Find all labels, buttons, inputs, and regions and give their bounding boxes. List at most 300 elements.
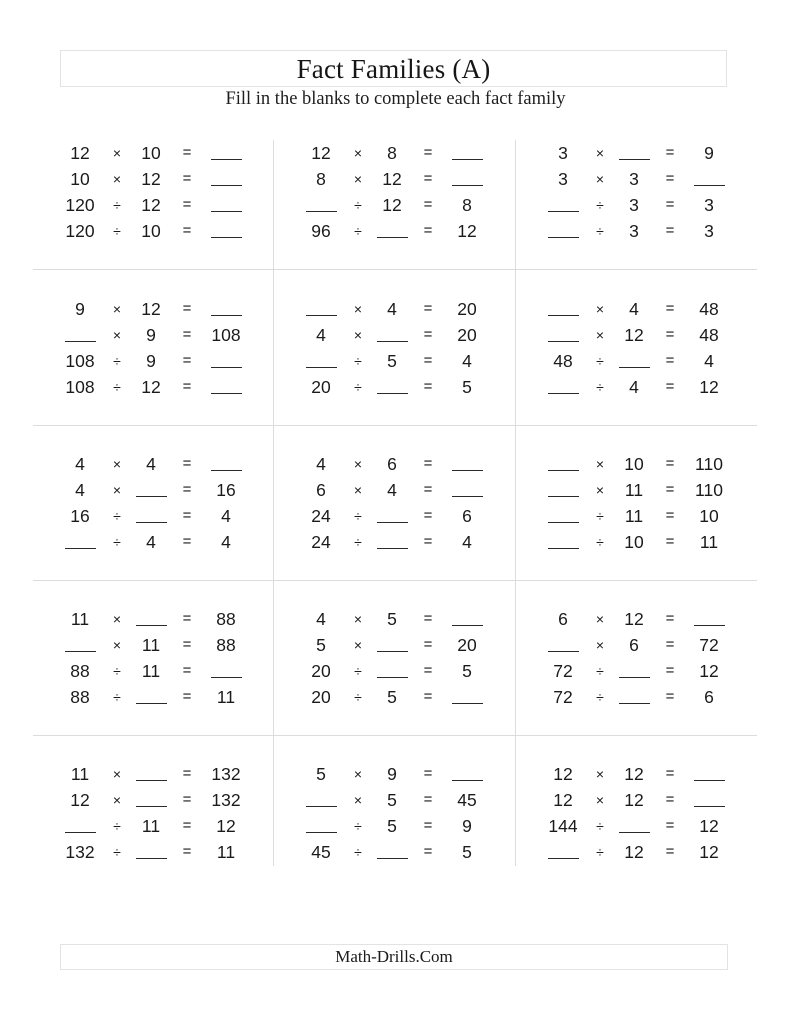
operator: ÷ [354, 197, 362, 213]
result: 8 [462, 195, 472, 215]
result: 88 [216, 635, 236, 655]
blank-operand-2[interactable] [127, 684, 175, 710]
answer-blank[interactable] [377, 839, 408, 859]
operand-2: 5 [387, 790, 397, 810]
result: 20 [457, 635, 477, 655]
equation-row [274, 348, 515, 374]
answer-blank[interactable] [548, 477, 579, 497]
answer-blank[interactable] [136, 477, 167, 497]
equation-row [274, 632, 515, 658]
answer-blank[interactable] [377, 218, 408, 238]
equals-sign: = [182, 507, 192, 524]
answer-blank[interactable] [548, 374, 579, 394]
footer-site-name: Math-Drills.Com [335, 947, 453, 966]
equals-sign: = [182, 481, 192, 498]
equation-row [33, 166, 274, 192]
blank-result[interactable] [440, 140, 494, 166]
operand-1: 120 [65, 221, 95, 241]
answer-blank[interactable] [619, 813, 650, 833]
blank-operand-2[interactable] [610, 684, 658, 710]
operand-1: 12 [311, 143, 331, 163]
operand-2: 3 [629, 195, 639, 215]
fact-family-2 [274, 140, 515, 295]
operand-2: 3 [629, 221, 639, 241]
result: 16 [216, 480, 236, 500]
blank-operand-2[interactable] [368, 658, 416, 684]
equation-row [516, 348, 757, 374]
answer-blank[interactable] [548, 218, 579, 238]
operand-1: 9 [75, 299, 85, 319]
operand-2: 9 [387, 764, 397, 784]
equation-row [516, 684, 757, 710]
equals-sign: = [182, 352, 192, 369]
answer-blank[interactable] [452, 166, 483, 186]
equation-row [33, 684, 274, 710]
equals-sign: = [423, 326, 433, 343]
blank-operand-2[interactable] [610, 813, 658, 839]
operand-1: 4 [75, 480, 85, 500]
blank-operand-1[interactable] [53, 322, 107, 348]
operator: × [353, 327, 363, 343]
answer-blank[interactable] [211, 348, 242, 368]
operator: × [595, 637, 605, 653]
blank-operand-1[interactable] [294, 813, 348, 839]
equation-row [516, 813, 757, 839]
equation-row [516, 451, 757, 477]
blank-operand-2[interactable] [368, 322, 416, 348]
operand-1: 3 [558, 169, 568, 189]
answer-blank[interactable] [377, 529, 408, 549]
equation-row [33, 451, 274, 477]
blank-result[interactable] [440, 761, 494, 787]
result: 132 [211, 790, 241, 810]
result: 12 [699, 816, 719, 836]
equation-row [33, 374, 274, 400]
blank-operand-1[interactable] [53, 632, 107, 658]
answer-blank[interactable] [377, 658, 408, 678]
blank-operand-2[interactable] [368, 632, 416, 658]
answer-blank[interactable] [306, 192, 337, 212]
blank-operand-1[interactable] [294, 348, 348, 374]
blank-operand-1[interactable] [536, 218, 590, 244]
equals-sign: = [423, 352, 433, 369]
result: 4 [462, 532, 472, 552]
operator: × [112, 171, 122, 187]
answer-blank[interactable] [452, 761, 483, 781]
operand-1: 24 [311, 506, 331, 526]
blank-operand-2[interactable] [127, 761, 175, 787]
answer-blank[interactable] [136, 839, 167, 859]
blank-operand-1[interactable] [536, 632, 590, 658]
answer-blank[interactable] [377, 374, 408, 394]
blank-operand-1[interactable] [536, 322, 590, 348]
operand-2: 12 [382, 195, 402, 215]
answer-blank[interactable] [136, 787, 167, 807]
blank-operand-2[interactable] [127, 839, 175, 865]
equals-sign: = [423, 533, 433, 550]
result: 12 [216, 816, 236, 836]
fact-family-6 [516, 296, 757, 451]
answer-blank[interactable] [694, 787, 725, 807]
answer-blank[interactable] [548, 192, 579, 212]
title-box [60, 50, 727, 87]
page-subtitle: Fill in the blanks to complete each fact family [225, 89, 566, 109]
equals-sign: = [423, 170, 433, 187]
operand-2: 6 [387, 454, 397, 474]
operator: × [595, 301, 605, 317]
answer-blank[interactable] [211, 192, 242, 212]
blank-operand-2[interactable] [127, 477, 175, 503]
operand-2: 11 [141, 635, 161, 655]
equals-sign: = [665, 144, 675, 161]
result: 3 [704, 221, 714, 241]
operand-2: 5 [387, 609, 397, 629]
operator: × [112, 482, 122, 498]
blank-result[interactable] [199, 374, 253, 400]
result: 108 [211, 325, 241, 345]
answer-blank[interactable] [452, 684, 483, 704]
equals-sign: = [665, 507, 675, 524]
answer-blank[interactable] [65, 529, 96, 549]
operand-1: 20 [311, 377, 331, 397]
blank-operand-1[interactable] [536, 839, 590, 865]
operator: ÷ [113, 663, 121, 679]
result: 72 [699, 635, 719, 655]
operand-1: 6 [316, 480, 326, 500]
fact-family-3 [516, 140, 757, 295]
operator: ÷ [354, 508, 362, 524]
blank-operand-1[interactable] [53, 529, 107, 555]
result: 12 [699, 842, 719, 862]
operand-1: 4 [316, 609, 326, 629]
equals-sign: = [423, 817, 433, 834]
result: 9 [704, 143, 714, 163]
blank-result[interactable] [682, 761, 736, 787]
answer-blank[interactable] [306, 787, 337, 807]
result: 11 [699, 532, 719, 552]
answer-blank[interactable] [211, 451, 242, 471]
result: 6 [704, 687, 714, 707]
operator: × [353, 611, 363, 627]
operand-1: 132 [65, 842, 95, 862]
operand-2: 9 [146, 351, 156, 371]
operand-1: 88 [70, 687, 90, 707]
operand-2: 10 [141, 221, 161, 241]
equation-row [516, 296, 757, 322]
answer-blank[interactable] [377, 322, 408, 342]
operand-2: 10 [141, 143, 161, 163]
result: 4 [221, 506, 231, 526]
equals-sign: = [182, 326, 192, 343]
result: 11 [216, 842, 236, 862]
fact-family-7 [33, 451, 274, 606]
operator: ÷ [596, 818, 604, 834]
fact-family-8 [274, 451, 515, 606]
blank-result[interactable] [199, 166, 253, 192]
blank-result[interactable] [440, 477, 494, 503]
answer-blank[interactable] [65, 632, 96, 652]
equals-sign: = [182, 455, 192, 472]
answer-blank[interactable] [211, 140, 242, 160]
blank-operand-1[interactable] [536, 477, 590, 503]
operator: ÷ [354, 818, 362, 834]
equals-sign: = [182, 378, 192, 395]
operator: ÷ [354, 663, 362, 679]
answer-blank[interactable] [452, 477, 483, 497]
blank-result[interactable] [682, 787, 736, 813]
equation-row [33, 218, 274, 244]
equals-sign: = [182, 196, 192, 213]
operator: ÷ [113, 818, 121, 834]
operand-1: 12 [70, 790, 90, 810]
answer-blank[interactable] [694, 606, 725, 626]
blank-result[interactable] [440, 606, 494, 632]
answer-blank[interactable] [306, 348, 337, 368]
blank-operand-2[interactable] [610, 658, 658, 684]
blank-result[interactable] [199, 348, 253, 374]
blank-result[interactable] [199, 140, 253, 166]
operand-2: 5 [387, 687, 397, 707]
answer-blank[interactable] [548, 529, 579, 549]
answer-blank[interactable] [211, 166, 242, 186]
operand-2: 12 [624, 325, 644, 345]
operand-1: 45 [311, 842, 331, 862]
operand-2: 12 [382, 169, 402, 189]
equation-row [274, 192, 515, 218]
operator: × [595, 792, 605, 808]
answer-blank[interactable] [211, 296, 242, 316]
blank-result[interactable] [199, 451, 253, 477]
equation-row [516, 606, 757, 632]
equation-row [33, 529, 274, 555]
operand-2: 9 [146, 325, 156, 345]
page-title: Fact Families (A) [296, 54, 491, 84]
operator: ÷ [113, 223, 121, 239]
fact-family-12 [516, 606, 757, 761]
operand-1: 3 [558, 143, 568, 163]
equation-row [274, 374, 515, 400]
operand-1: 88 [70, 661, 90, 681]
answer-blank[interactable] [548, 632, 579, 652]
operand-2: 12 [141, 377, 161, 397]
blank-operand-2[interactable] [368, 374, 416, 400]
answer-blank[interactable] [211, 658, 242, 678]
answer-blank[interactable] [694, 761, 725, 781]
operator: ÷ [596, 844, 604, 860]
answer-blank[interactable] [377, 503, 408, 523]
operand-1: 4 [316, 454, 326, 474]
operand-2: 10 [624, 454, 644, 474]
blank-operand-1[interactable] [294, 192, 348, 218]
equals-sign: = [665, 326, 675, 343]
answer-blank[interactable] [452, 606, 483, 626]
operator: ÷ [596, 197, 604, 213]
equals-sign: = [665, 352, 675, 369]
blank-operand-1[interactable] [536, 374, 590, 400]
equation-row [516, 477, 757, 503]
blank-operand-2[interactable] [610, 140, 658, 166]
blank-result[interactable] [682, 166, 736, 192]
equals-sign: = [423, 144, 433, 161]
operand-1: 6 [558, 609, 568, 629]
operator: × [112, 766, 122, 782]
answer-blank[interactable] [619, 658, 650, 678]
equation-row [274, 787, 515, 813]
answer-blank[interactable] [548, 503, 579, 523]
operand-2: 4 [387, 480, 397, 500]
blank-operand-1[interactable] [536, 192, 590, 218]
result: 5 [462, 842, 472, 862]
equals-sign: = [665, 378, 675, 395]
blank-result[interactable] [199, 658, 253, 684]
equation-row [516, 192, 757, 218]
equals-sign: = [665, 300, 675, 317]
operand-1: 5 [316, 635, 326, 655]
blank-operand-2[interactable] [368, 529, 416, 555]
answer-blank[interactable] [136, 761, 167, 781]
blank-result[interactable] [199, 296, 253, 322]
blank-result[interactable] [682, 606, 736, 632]
blank-result[interactable] [199, 192, 253, 218]
result: 12 [699, 377, 719, 397]
result: 132 [211, 764, 241, 784]
equation-row [33, 658, 274, 684]
equation-row [274, 140, 515, 166]
equals-sign: = [665, 817, 675, 834]
operator: × [595, 611, 605, 627]
answer-blank[interactable] [619, 140, 650, 160]
answer-blank[interactable] [136, 503, 167, 523]
operand-1: 48 [553, 351, 573, 371]
equation-row [33, 140, 274, 166]
operator: ÷ [113, 689, 121, 705]
operator: × [595, 766, 605, 782]
blank-operand-1[interactable] [536, 451, 590, 477]
fact-family-grid [33, 140, 757, 866]
equation-row [274, 477, 515, 503]
equals-sign: = [423, 300, 433, 317]
operator: × [353, 301, 363, 317]
equation-row [274, 658, 515, 684]
operand-2: 4 [146, 532, 156, 552]
equation-row [33, 322, 274, 348]
blank-result[interactable] [440, 166, 494, 192]
blank-operand-1[interactable] [53, 813, 107, 839]
answer-blank[interactable] [548, 451, 579, 471]
blank-operand-2[interactable] [610, 348, 658, 374]
equals-sign: = [182, 688, 192, 705]
answer-blank[interactable] [548, 296, 579, 316]
answer-blank[interactable] [452, 451, 483, 471]
operator: × [353, 145, 363, 161]
answer-blank[interactable] [136, 606, 167, 626]
answer-blank[interactable] [694, 166, 725, 186]
blank-operand-1[interactable] [536, 296, 590, 322]
result: 4 [221, 532, 231, 552]
blank-result[interactable] [440, 684, 494, 710]
answer-blank[interactable] [619, 684, 650, 704]
operand-1: 20 [311, 687, 331, 707]
answer-blank[interactable] [619, 348, 650, 368]
answer-blank[interactable] [211, 218, 242, 238]
answer-blank[interactable] [306, 813, 337, 833]
operand-2: 11 [624, 506, 644, 526]
equation-row [33, 192, 274, 218]
footer-box [60, 944, 728, 970]
operator: ÷ [113, 379, 121, 395]
operator: ÷ [596, 223, 604, 239]
answer-blank[interactable] [548, 322, 579, 342]
operator: ÷ [113, 353, 121, 369]
equals-sign: = [182, 533, 192, 550]
result: 4 [462, 351, 472, 371]
answer-blank[interactable] [452, 140, 483, 160]
operand-1: 72 [553, 661, 573, 681]
blank-operand-2[interactable] [368, 503, 416, 529]
equals-sign: = [665, 196, 675, 213]
answer-blank[interactable] [136, 684, 167, 704]
answer-blank[interactable] [548, 839, 579, 859]
blank-operand-1[interactable] [294, 787, 348, 813]
equals-sign: = [423, 662, 433, 679]
equals-sign: = [665, 222, 675, 239]
equals-sign: = [423, 791, 433, 808]
answer-blank[interactable] [65, 813, 96, 833]
operand-2: 11 [141, 661, 161, 681]
equals-sign: = [665, 455, 675, 472]
equation-row [274, 606, 515, 632]
operand-2: 11 [141, 816, 161, 836]
equation-row [274, 296, 515, 322]
equation-row [33, 348, 274, 374]
operand-1: 24 [311, 532, 331, 552]
answer-blank[interactable] [211, 374, 242, 394]
equals-sign: = [423, 378, 433, 395]
equals-sign: = [665, 688, 675, 705]
blank-operand-1[interactable] [294, 296, 348, 322]
blank-operand-2[interactable] [127, 503, 175, 529]
answer-blank[interactable] [377, 632, 408, 652]
equation-row [33, 787, 274, 813]
operand-1: 8 [316, 169, 326, 189]
equation-row [516, 787, 757, 813]
equation-row [33, 761, 274, 787]
blank-operand-2[interactable] [368, 218, 416, 244]
blank-operand-2[interactable] [127, 606, 175, 632]
blank-operand-2[interactable] [368, 839, 416, 865]
answer-blank[interactable] [306, 296, 337, 316]
blank-operand-1[interactable] [536, 529, 590, 555]
operator: × [112, 327, 122, 343]
operator: ÷ [113, 844, 121, 860]
blank-result[interactable] [199, 218, 253, 244]
blank-result[interactable] [440, 451, 494, 477]
operator: ÷ [354, 689, 362, 705]
blank-operand-2[interactable] [127, 787, 175, 813]
equation-row [516, 166, 757, 192]
equation-row [516, 632, 757, 658]
answer-blank[interactable] [65, 322, 96, 342]
equation-row [274, 218, 515, 244]
equation-row [274, 166, 515, 192]
equals-sign: = [182, 843, 192, 860]
operator: × [595, 482, 605, 498]
operand-1: 11 [70, 609, 90, 629]
blank-operand-1[interactable] [536, 503, 590, 529]
result: 20 [457, 299, 477, 319]
equals-sign: = [423, 843, 433, 860]
result: 12 [457, 221, 477, 241]
